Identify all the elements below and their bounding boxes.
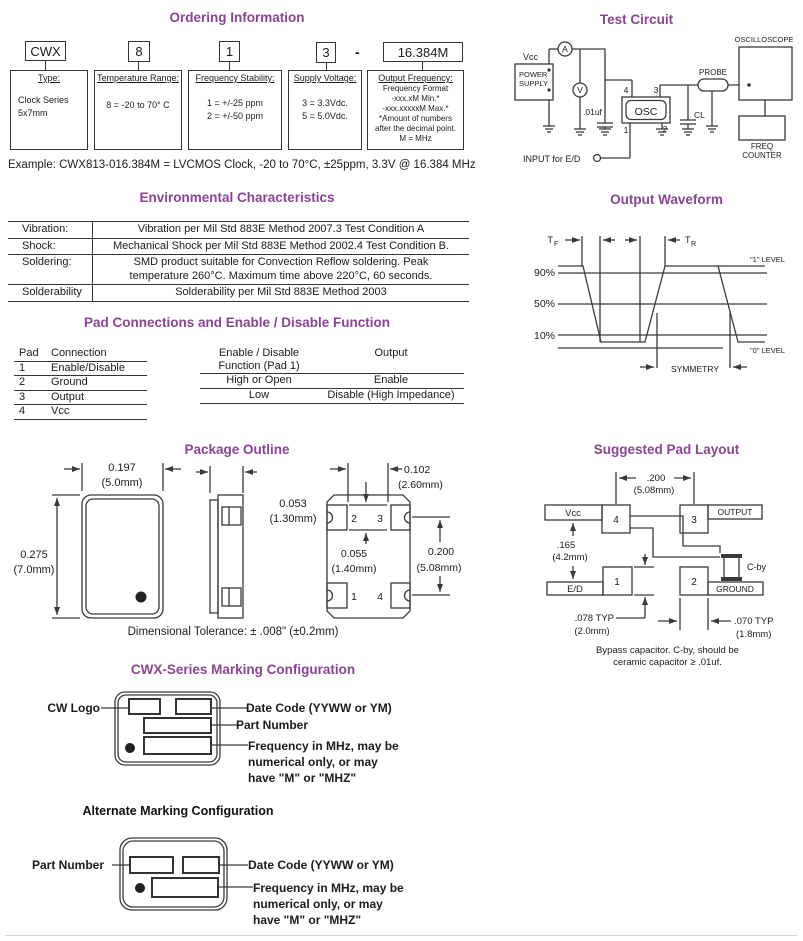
field-out-frequency-line: after the decimal point.: [375, 124, 456, 133]
test-circuit-title: Test Circuit: [599, 12, 674, 27]
pad-layout-diagram: [528, 458, 803, 643]
package-side-view: [196, 466, 317, 618]
input-terminal-icon: [594, 155, 601, 162]
table-header-row: [14, 347, 147, 362]
voltmeter-label: V: [577, 85, 583, 95]
connector-line: [326, 63, 327, 70]
bottom-divider: [5, 935, 797, 936]
bypass-note-line: Bypass capacitor. C-by, should be: [596, 645, 739, 656]
alt-part-number-label: Part Number: [32, 858, 105, 872]
code-dash: -: [355, 44, 360, 60]
freq-counter-label-2: COUNTER: [742, 151, 782, 160]
cell-output: Disable (High Impedance): [327, 389, 455, 401]
package-outline-title: Package Outline: [184, 442, 290, 457]
package-outline-diagram: [8, 458, 468, 623]
osc-label: OSC: [634, 106, 658, 118]
dim-top: [616, 472, 694, 504]
dim-left-in: .165: [556, 540, 576, 551]
package-front-inner: [86, 499, 159, 614]
frequency-label: [248, 738, 438, 786]
col-header-function-1: Enable / Disable: [218, 347, 300, 359]
dim-height: [14, 495, 80, 618]
power-supply-label-2: SUPPLY: [519, 79, 549, 88]
dim-bl-mm: (2.0mm): [574, 626, 610, 637]
frequency-label-line: have "M" or "MHZ": [248, 771, 357, 785]
dim-gap-mm: (1.40mm): [331, 563, 377, 575]
ammeter-label: A: [562, 44, 568, 54]
alt-frequency-box: [152, 878, 218, 897]
field-type: [10, 70, 88, 150]
alt-frequency-label: [253, 880, 443, 928]
package-bottom-view: [327, 463, 461, 618]
vcc-label: Vcc: [565, 508, 581, 519]
enable-disable-table: [200, 347, 464, 404]
connector-line: [45, 61, 46, 70]
table-row: [14, 376, 147, 391]
cell-connection: Output: [51, 390, 85, 403]
table-row: [200, 389, 464, 404]
field-temp-range: [94, 70, 182, 150]
cell-output: Enable: [373, 374, 409, 386]
table-row: [8, 254, 469, 284]
table-row: [14, 362, 147, 377]
environmental-table: [8, 221, 469, 302]
code-box-temp: 8: [128, 41, 150, 62]
bottom-pin4: 4: [377, 591, 383, 603]
col-header-function-2: Function (Pad 1): [218, 359, 300, 372]
oscilloscope-label: OSCILLOSCOPE: [734, 35, 794, 44]
pin1-dot-icon: [136, 592, 147, 603]
pad-3-label: 3: [691, 515, 697, 526]
dim-left: [552, 523, 587, 579]
date-code-label: Date Code (YYWW or YM): [246, 701, 392, 715]
field-voltage-line: 5 = 5.0Vdc.: [302, 110, 348, 121]
col-header-pad: Pad: [19, 347, 39, 359]
env-row-text: Vibration per Mil Std 883E Method 2007.3 Test Condition A: [137, 223, 425, 235]
ground-label: GROUND: [716, 584, 754, 594]
field-out-frequency-line: -xxx.xM Min.*: [391, 94, 440, 103]
field-stability-header: Frequency Stability:: [195, 73, 275, 83]
col-header-output: Output: [374, 347, 408, 359]
part-number-box: [144, 718, 211, 733]
bypass-note: [545, 645, 790, 669]
ordering-title: Ordering Information: [169, 10, 305, 25]
date-code-box: [176, 699, 211, 714]
field-stability: [188, 70, 282, 150]
alt-date-code-label: Date Code (YYWW or YM): [248, 858, 394, 872]
field-voltage-line: 3 = 3.3Vdc.: [302, 98, 348, 108]
field-temp-line: 8 = -20 to 70° C: [106, 100, 170, 110]
freq-counter-box: [739, 116, 785, 140]
tf-sub-label: F: [554, 241, 559, 248]
power-supply-label-1: POWER: [519, 70, 548, 79]
freq-counter-label-1: FREQ: [750, 142, 774, 151]
cell-connection: Ground: [51, 376, 88, 388]
env-row-label: Shock:: [22, 239, 56, 252]
bottom-pin1: 1: [351, 591, 357, 603]
cby-label: C-by: [747, 562, 767, 572]
dim-left-mm: (4.2mm): [552, 552, 588, 563]
bottom-pin2: 2: [351, 513, 357, 525]
oscilloscope-box: [739, 47, 792, 100]
input-label: INPUT for E/D: [523, 154, 581, 164]
level-50-label: 50%: [533, 298, 555, 310]
dim-height-in: 0.275: [20, 549, 48, 561]
cell-pad: 2: [19, 376, 26, 388]
tolerance-note: Dimensional Tolerance: ± .008" (±0.2mm): [127, 626, 339, 638]
level-1-label: "1" LEVEL: [750, 255, 785, 264]
marking-title: CWX-Series Marking Configuration: [130, 662, 356, 677]
dim-bottom-right: [658, 598, 773, 640]
osc-pin3: 3: [653, 85, 659, 95]
dim-width-in: 0.197: [108, 462, 136, 474]
tr-label: T: [685, 235, 691, 245]
cw-logo-box: [129, 699, 160, 714]
table-row: [8, 284, 469, 301]
cell-function: Low: [248, 389, 270, 401]
table-row: [8, 221, 469, 238]
waveform-gridlines: [558, 273, 767, 348]
cw-logo-label: CW Logo: [47, 701, 100, 715]
dim-span-mm: (5.08mm): [416, 562, 462, 574]
level-0-label: "0" LEVEL: [750, 346, 785, 355]
part-number-label: Part Number: [236, 718, 309, 732]
probe-shape: [698, 79, 728, 91]
bypass-capacitor-icon: [721, 556, 742, 579]
cell-pad: 1: [19, 361, 26, 374]
ordering-example: Example: CWX813-016.384M = LVCMOS Clock, -20 to 70°C, ±25ppm, 3.3V @ 16.384 MHz: [8, 159, 476, 171]
field-out-frequency-line: -xxx.xxxxxM Max.*: [382, 104, 449, 113]
frequency-label-line: Frequency in MHz, may be: [248, 739, 399, 753]
osc-pin4: 4: [623, 85, 629, 95]
col-header-connection: Connection: [51, 347, 107, 359]
dim-top-in: .200: [646, 473, 666, 484]
field-type-line: 5x7mm: [18, 107, 48, 118]
dim-top-mm: (5.08mm): [633, 485, 675, 496]
dim-gap-in: 0.055: [340, 548, 368, 560]
field-type-line: Clock Series: [18, 95, 69, 105]
environmental-title: Environmental Characteristics: [139, 190, 335, 205]
cap-label: .01uf: [583, 107, 602, 117]
dim-br-mm: (1.8mm): [736, 629, 772, 640]
bottom-pin3: 3: [377, 513, 383, 525]
pad-connection-table: [14, 347, 147, 420]
tf-label: T: [547, 235, 553, 245]
connector-line: [138, 62, 139, 70]
waveform-title: Output Waveform: [610, 192, 723, 207]
dim-pad-in: 0.102: [404, 464, 431, 476]
cell-pad: 4: [19, 405, 26, 417]
waveform-diagram: [528, 222, 803, 392]
env-row-label: Soldering:: [22, 256, 72, 268]
code-box-type: CWX: [25, 41, 66, 61]
code-box-frequency: 16.384M: [383, 42, 463, 62]
bypass-note-line: ceramic capacitor ≥ .01uf.: [613, 657, 722, 668]
dim-bl-in: .078 TYP: [574, 613, 614, 624]
output-label: OUTPUT: [717, 507, 753, 517]
field-type-header: Type:: [37, 73, 60, 83]
env-row-label: Solderability: [22, 286, 82, 298]
probe-label: PROBE: [698, 68, 728, 77]
alt-part-number-box: [130, 857, 173, 873]
env-row-text: temperature 260°C. Maximum time above 220°C, 60 seconds.: [129, 269, 433, 282]
connector-line: [422, 62, 423, 70]
trace-lines: [630, 516, 720, 557]
field-out-frequency-header: Output Frequency:: [378, 73, 453, 83]
vcc-label: Vcc: [523, 52, 539, 62]
dim-height-mm: (7.0mm): [13, 564, 55, 576]
env-row-text: Solderability per Mil Std 883E Method 2003: [175, 286, 387, 298]
table-row: [14, 391, 147, 406]
field-stability-line: 2 = +/-50 ppm: [206, 110, 264, 121]
field-out-frequency-line: M = MHz: [399, 134, 432, 143]
tr-sub-label: R: [691, 241, 697, 248]
frequency-box: [144, 737, 211, 754]
table-row: [200, 374, 464, 389]
symmetry-label: SYMMETRY: [670, 364, 720, 374]
osc-pin1: 1: [623, 125, 629, 135]
level-10-label: 10%: [533, 330, 555, 342]
cell-connection: Vcc: [51, 405, 70, 417]
cell-connection: Enable/Disable: [51, 361, 125, 374]
code-box-voltage: 3: [316, 42, 336, 63]
env-row-text: Mechanical Shock per Mil Std 883E Method 2002.4 Test Condition B.: [112, 239, 450, 252]
field-out-frequency: [367, 70, 464, 150]
dim-span-in: 0.200: [427, 546, 455, 558]
pad-4-label: 4: [613, 515, 619, 526]
pad-2-label: 2: [691, 577, 697, 588]
test-circuit-diagram: [470, 28, 803, 178]
alt-frequency-label-line: Frequency in MHz, may be: [253, 881, 404, 895]
table-row: [8, 238, 469, 255]
alt-frequency-label-line: numerical only, or may: [253, 897, 383, 911]
alt-date-code-box: [183, 857, 219, 873]
connector-line: [229, 62, 230, 70]
table-row: [14, 405, 147, 420]
code-box-stability: 1: [219, 41, 240, 62]
cell-pad: 3: [19, 390, 26, 403]
field-out-frequency-line: *Amount of numbers: [379, 114, 452, 123]
osc-pin2: 2: [662, 124, 668, 134]
dim-br-in: .070 TYP: [734, 616, 774, 627]
env-row-label: Vibration:: [22, 223, 69, 235]
dim-thick-mm: (1.30mm): [269, 513, 317, 525]
dim-width-mm: (5.0mm): [101, 477, 143, 489]
dim-width: [64, 462, 181, 491]
field-voltage: [288, 70, 362, 150]
cell-function: High or Open: [226, 374, 292, 386]
field-voltage-header: Supply Voltage:: [293, 73, 357, 83]
pad-1-label: 1: [614, 577, 620, 588]
pin1-dot-icon: [135, 883, 145, 893]
cl-label: CL: [694, 110, 705, 120]
alt-marking-title: Alternate Marking Configuration: [82, 804, 274, 818]
pin1-dot-icon: [125, 743, 135, 753]
ed-label: E/D: [567, 584, 583, 595]
field-temp-header: Temperature Range:: [96, 73, 180, 83]
alt-frequency-label-line: have "M" or "MHZ": [253, 913, 362, 927]
level-90-label: 90%: [533, 267, 555, 279]
package-front-outline: [82, 495, 163, 618]
table-header-row: [200, 347, 464, 374]
dim-thick-in: 0.053: [279, 498, 307, 510]
pad-layout-title: Suggested Pad Layout: [593, 442, 740, 457]
pad-connections-title: Pad Connections and Enable / Disable Function: [83, 315, 391, 330]
frequency-label-line: numerical only, or may: [248, 755, 378, 769]
env-row-text: SMD product suitable for Convection Reflow soldering. Peak: [133, 256, 429, 268]
field-stability-line: 1 = +/-25 ppm: [206, 98, 264, 108]
dim-pad-mm: (2.60mm): [398, 479, 443, 491]
field-out-frequency-line: Frequency Format: [382, 84, 449, 93]
